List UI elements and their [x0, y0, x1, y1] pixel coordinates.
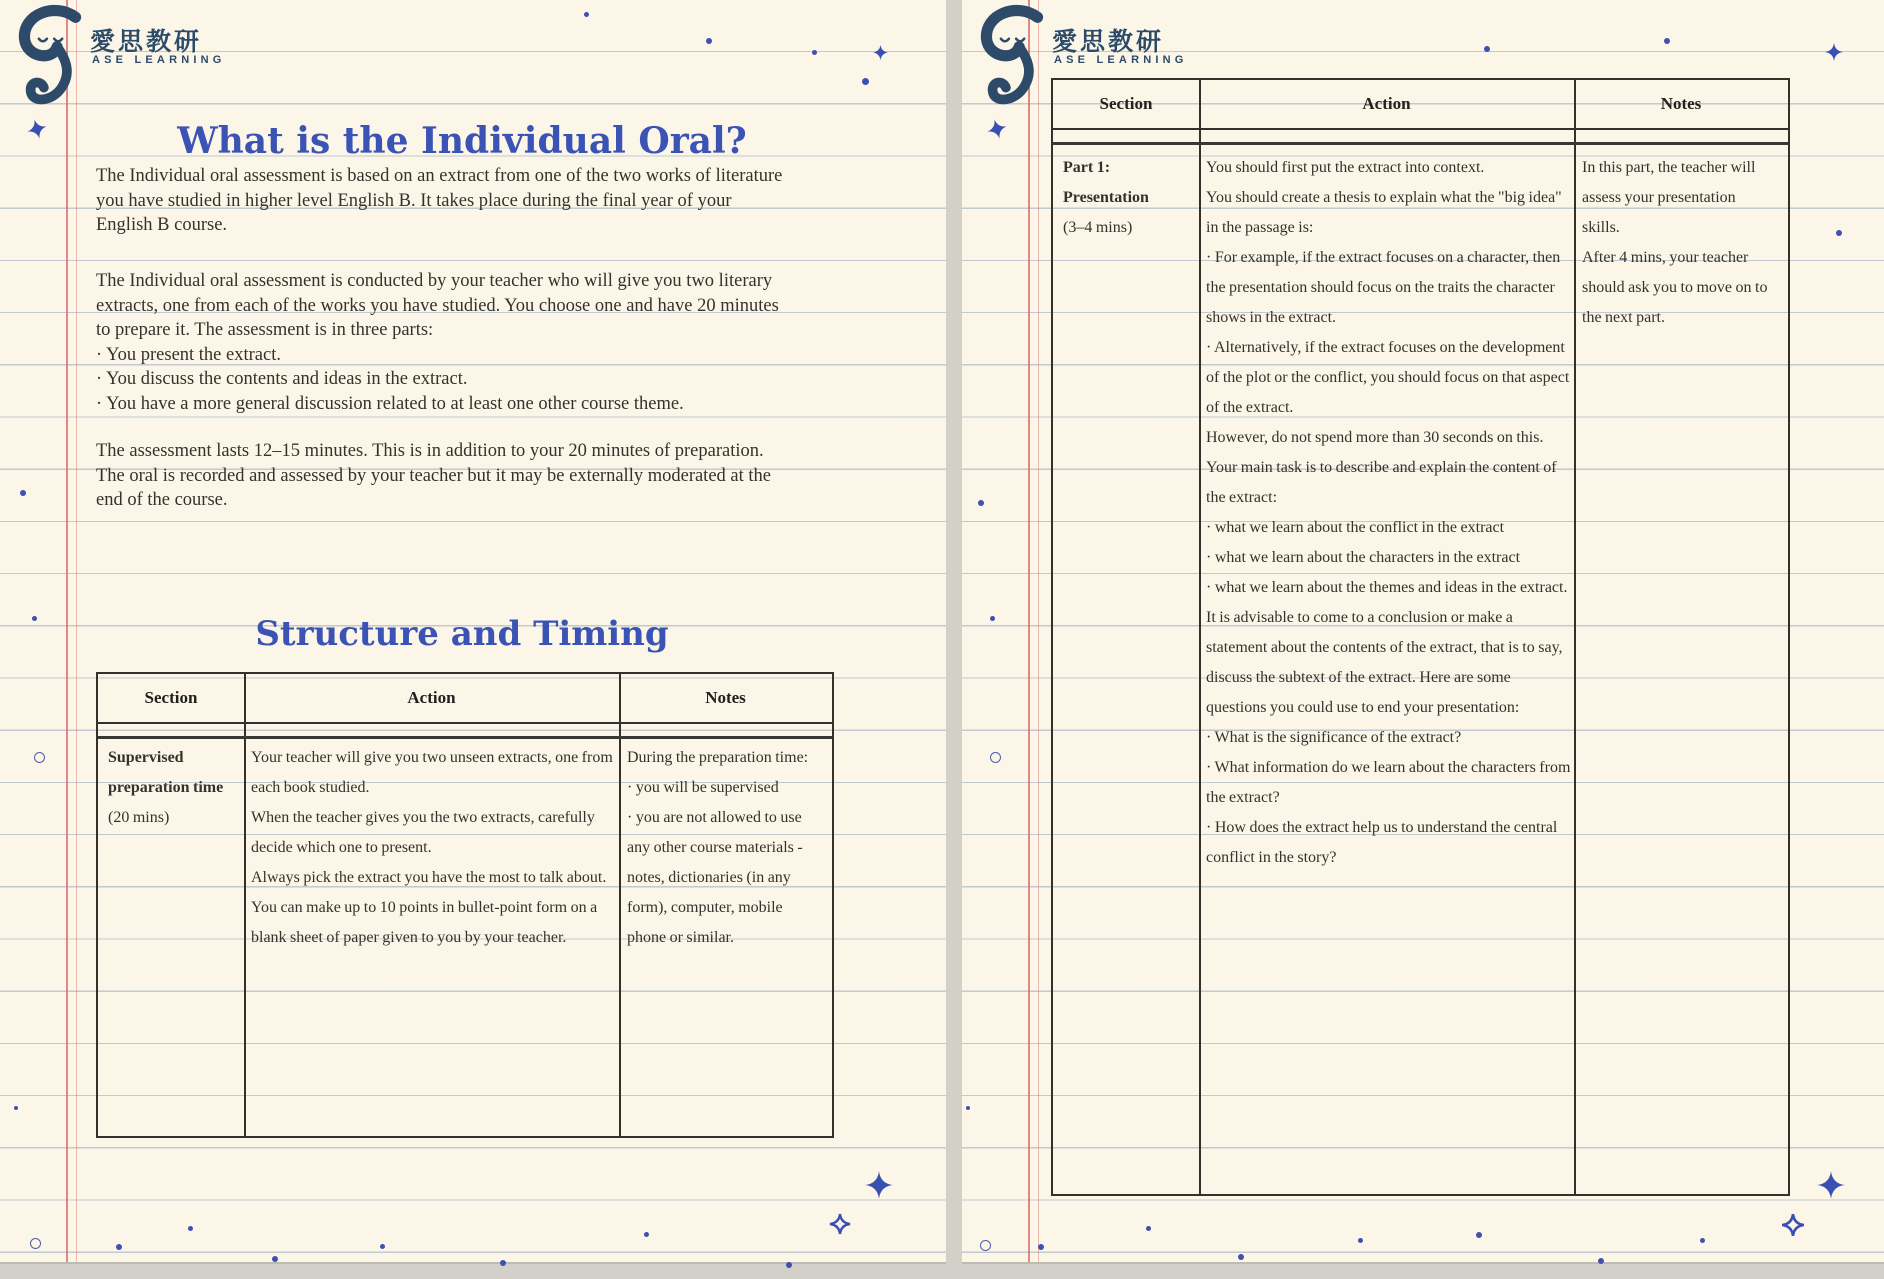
section-heading: Structure and Timing — [255, 614, 669, 655]
notes-paragraph: After 4 mins, your teacher should ask you to move on to the next part. — [1582, 249, 1768, 326]
dot-decoration — [188, 1226, 193, 1231]
section-cell — [108, 739, 236, 1134]
section-time: (3–4 mins) — [1063, 219, 1133, 236]
page-left — [0, 0, 946, 1264]
column-header-section: Section — [1099, 94, 1153, 113]
section-label: Part 1: Presentation — [1063, 159, 1149, 206]
sparkle-icon — [1816, 1170, 1846, 1200]
notes-paragraph: In this part, the teacher will assess your presentation skills. — [1582, 159, 1756, 236]
notes-intro: During the preparation time: — [627, 749, 809, 766]
dot-decoration — [1238, 1254, 1244, 1260]
ring-decoration — [34, 752, 45, 763]
intro-paragraph-1: The Individual oral assessment is based on an extract from one of the two works of literature you have studied in higher level English B. It takes place during the final year of your English B course. — [96, 166, 783, 236]
dot-decoration — [966, 1106, 970, 1110]
dot-decoration — [1038, 1244, 1044, 1250]
ring-decoration — [30, 1238, 41, 1249]
dot-decoration — [116, 1244, 122, 1250]
action-bullet: · what we learn about the characters in the extract — [1206, 543, 1574, 573]
logo-chinese-text: 愛思教研 — [90, 27, 203, 56]
dot-decoration — [20, 490, 26, 496]
dot-decoration — [1700, 1238, 1705, 1243]
table-column-divider — [244, 674, 246, 1136]
action-paragraph: You should first put the extract into context. — [1206, 159, 1485, 176]
action-bullet: · what we learn about the conflict in the extract — [1206, 513, 1574, 543]
action-paragraph: You should create a thesis to explain what the "big idea" in the passage is: — [1206, 189, 1562, 236]
dot-decoration — [272, 1256, 278, 1262]
action-bullet: · What information do we learn about the characters from the extract? — [1206, 753, 1574, 813]
logo-english-text: ASE LEARNING — [1054, 54, 1188, 66]
table-column-divider — [619, 674, 621, 1136]
dot-decoration — [706, 38, 712, 44]
action-paragraph: You can make up to 10 points in bullet-point form on a blank sheet of paper given to you by your teacher. — [251, 899, 598, 946]
dot-decoration — [1358, 1238, 1363, 1243]
intro-paragraph-3: The assessment lasts 12–15 minutes. This is in addition to your 20 minutes of preparation. The oral is recorded and assessed by your teacher but it may be externally moderated at the end of the course. — [96, 441, 771, 511]
section-label: Supervised preparation time — [108, 749, 224, 796]
intro-bullet: · You have a more general discussion related to at least one other course theme. — [96, 392, 791, 417]
dot-decoration — [1664, 38, 1670, 44]
action-paragraph: However, do not spend more than 30 seconds on this. — [1206, 429, 1544, 446]
dot-decoration — [1836, 230, 1842, 236]
structure-timing-table — [96, 672, 834, 1138]
page-title: What is the Individual Oral? — [177, 120, 747, 163]
dot-decoration — [990, 616, 995, 621]
table-column-divider — [1574, 80, 1576, 1194]
table-header-rule — [98, 722, 832, 724]
table-column-divider — [1199, 80, 1201, 1194]
column-header-notes: Notes — [1660, 94, 1702, 113]
column-header-action: Action — [407, 688, 456, 707]
sparkle-outline-icon — [828, 1212, 852, 1236]
dot-decoration — [812, 50, 817, 55]
dot-decoration — [1476, 1232, 1482, 1238]
action-bullet: · How does the extract help us to understand the central conflict in the story? — [1206, 813, 1574, 873]
dot-decoration — [1146, 1226, 1151, 1231]
dot-decoration — [1484, 46, 1490, 52]
action-paragraph: It is advisable to come to a conclusion or make a statement about the contents of the extract, that is to say, discuss the subtext of the extract. Here are some questions you could use to end your presentation: — [1206, 609, 1563, 716]
action-cell — [1206, 145, 1574, 1192]
action-paragraph: When the teacher gives you the two extracts, carefully decide which one to present. — [251, 809, 595, 856]
action-bullet: · For example, if the extract focuses on a character, then the presentation should focus on the traits the character shows in the extract. — [1206, 243, 1574, 333]
dot-decoration — [500, 1260, 506, 1266]
action-bullet: · Alternatively, if the extract focuses on the development of the plot or the conflict, you should focus on that aspect of the extract. — [1206, 333, 1574, 423]
action-bullet: · what we learn about the themes and ideas in the extract. — [1206, 573, 1574, 603]
notes-cell — [1582, 145, 1776, 1192]
column-header-section: Section — [144, 688, 198, 707]
dot-decoration — [978, 500, 984, 506]
column-header-notes: Notes — [705, 688, 746, 707]
intro-bullet: · You present the extract. — [96, 343, 791, 368]
action-cell — [251, 739, 619, 1134]
dot-decoration — [584, 12, 589, 17]
sparkle-icon — [864, 1170, 894, 1200]
logo-swirl-icon — [8, 4, 90, 106]
column-header-action: Action — [1362, 94, 1411, 113]
action-bullet: · What is the significance of the extract? — [1206, 723, 1574, 753]
sparkle-outline-icon — [1780, 1212, 1806, 1238]
dot-decoration — [32, 616, 37, 621]
dot-decoration — [1598, 1258, 1604, 1264]
action-paragraph: Your teacher will give you two unseen extracts, one from each book studied. — [251, 749, 613, 796]
sparkle-icon — [872, 44, 889, 61]
logo-swirl-icon — [970, 4, 1052, 106]
intro-bullet: · You discuss the contents and ideas in the extract. — [96, 367, 791, 392]
logo-chinese-text: 愛思教研 — [1052, 27, 1165, 56]
section-time: (20 mins) — [108, 809, 170, 826]
section-cell — [1063, 145, 1191, 1192]
logo-english-text: ASE LEARNING — [92, 54, 226, 66]
dot-decoration — [786, 1262, 792, 1268]
ring-decoration — [990, 752, 1001, 763]
notes-bullet: · you are not allowed to use any other course materials - notes, dictionaries (in any form), computer, mobile phone or similar. — [627, 803, 821, 953]
notes-bullet: · you will be supervised — [627, 773, 821, 803]
page-right — [962, 0, 1884, 1264]
action-paragraph: Always pick the extract you have the most to talk about. — [251, 869, 607, 886]
ase-learning-logo — [6, 2, 226, 112]
sparkle-icon — [1824, 42, 1844, 62]
ring-decoration — [980, 1240, 991, 1251]
dot-decoration — [380, 1244, 385, 1249]
action-paragraph: Your main task is to describe and explain the content of the extract: — [1206, 459, 1557, 506]
dot-decoration — [644, 1232, 649, 1237]
table-header-rule — [1053, 128, 1788, 130]
margin-line — [1028, 0, 1039, 1262]
part1-presentation-table — [1051, 78, 1790, 1196]
intro-paragraph-2 — [96, 269, 791, 417]
dot-decoration — [862, 78, 869, 85]
dot-decoration — [14, 1106, 18, 1110]
notes-cell — [627, 739, 821, 1134]
intro-paragraph-2-text: The Individual oral assessment is conducted by your teacher who will give you two literary extracts, one from each of the works you have studied. You choose one and have 20 minutes to prepare it. The assessment is in three parts: — [96, 271, 779, 341]
